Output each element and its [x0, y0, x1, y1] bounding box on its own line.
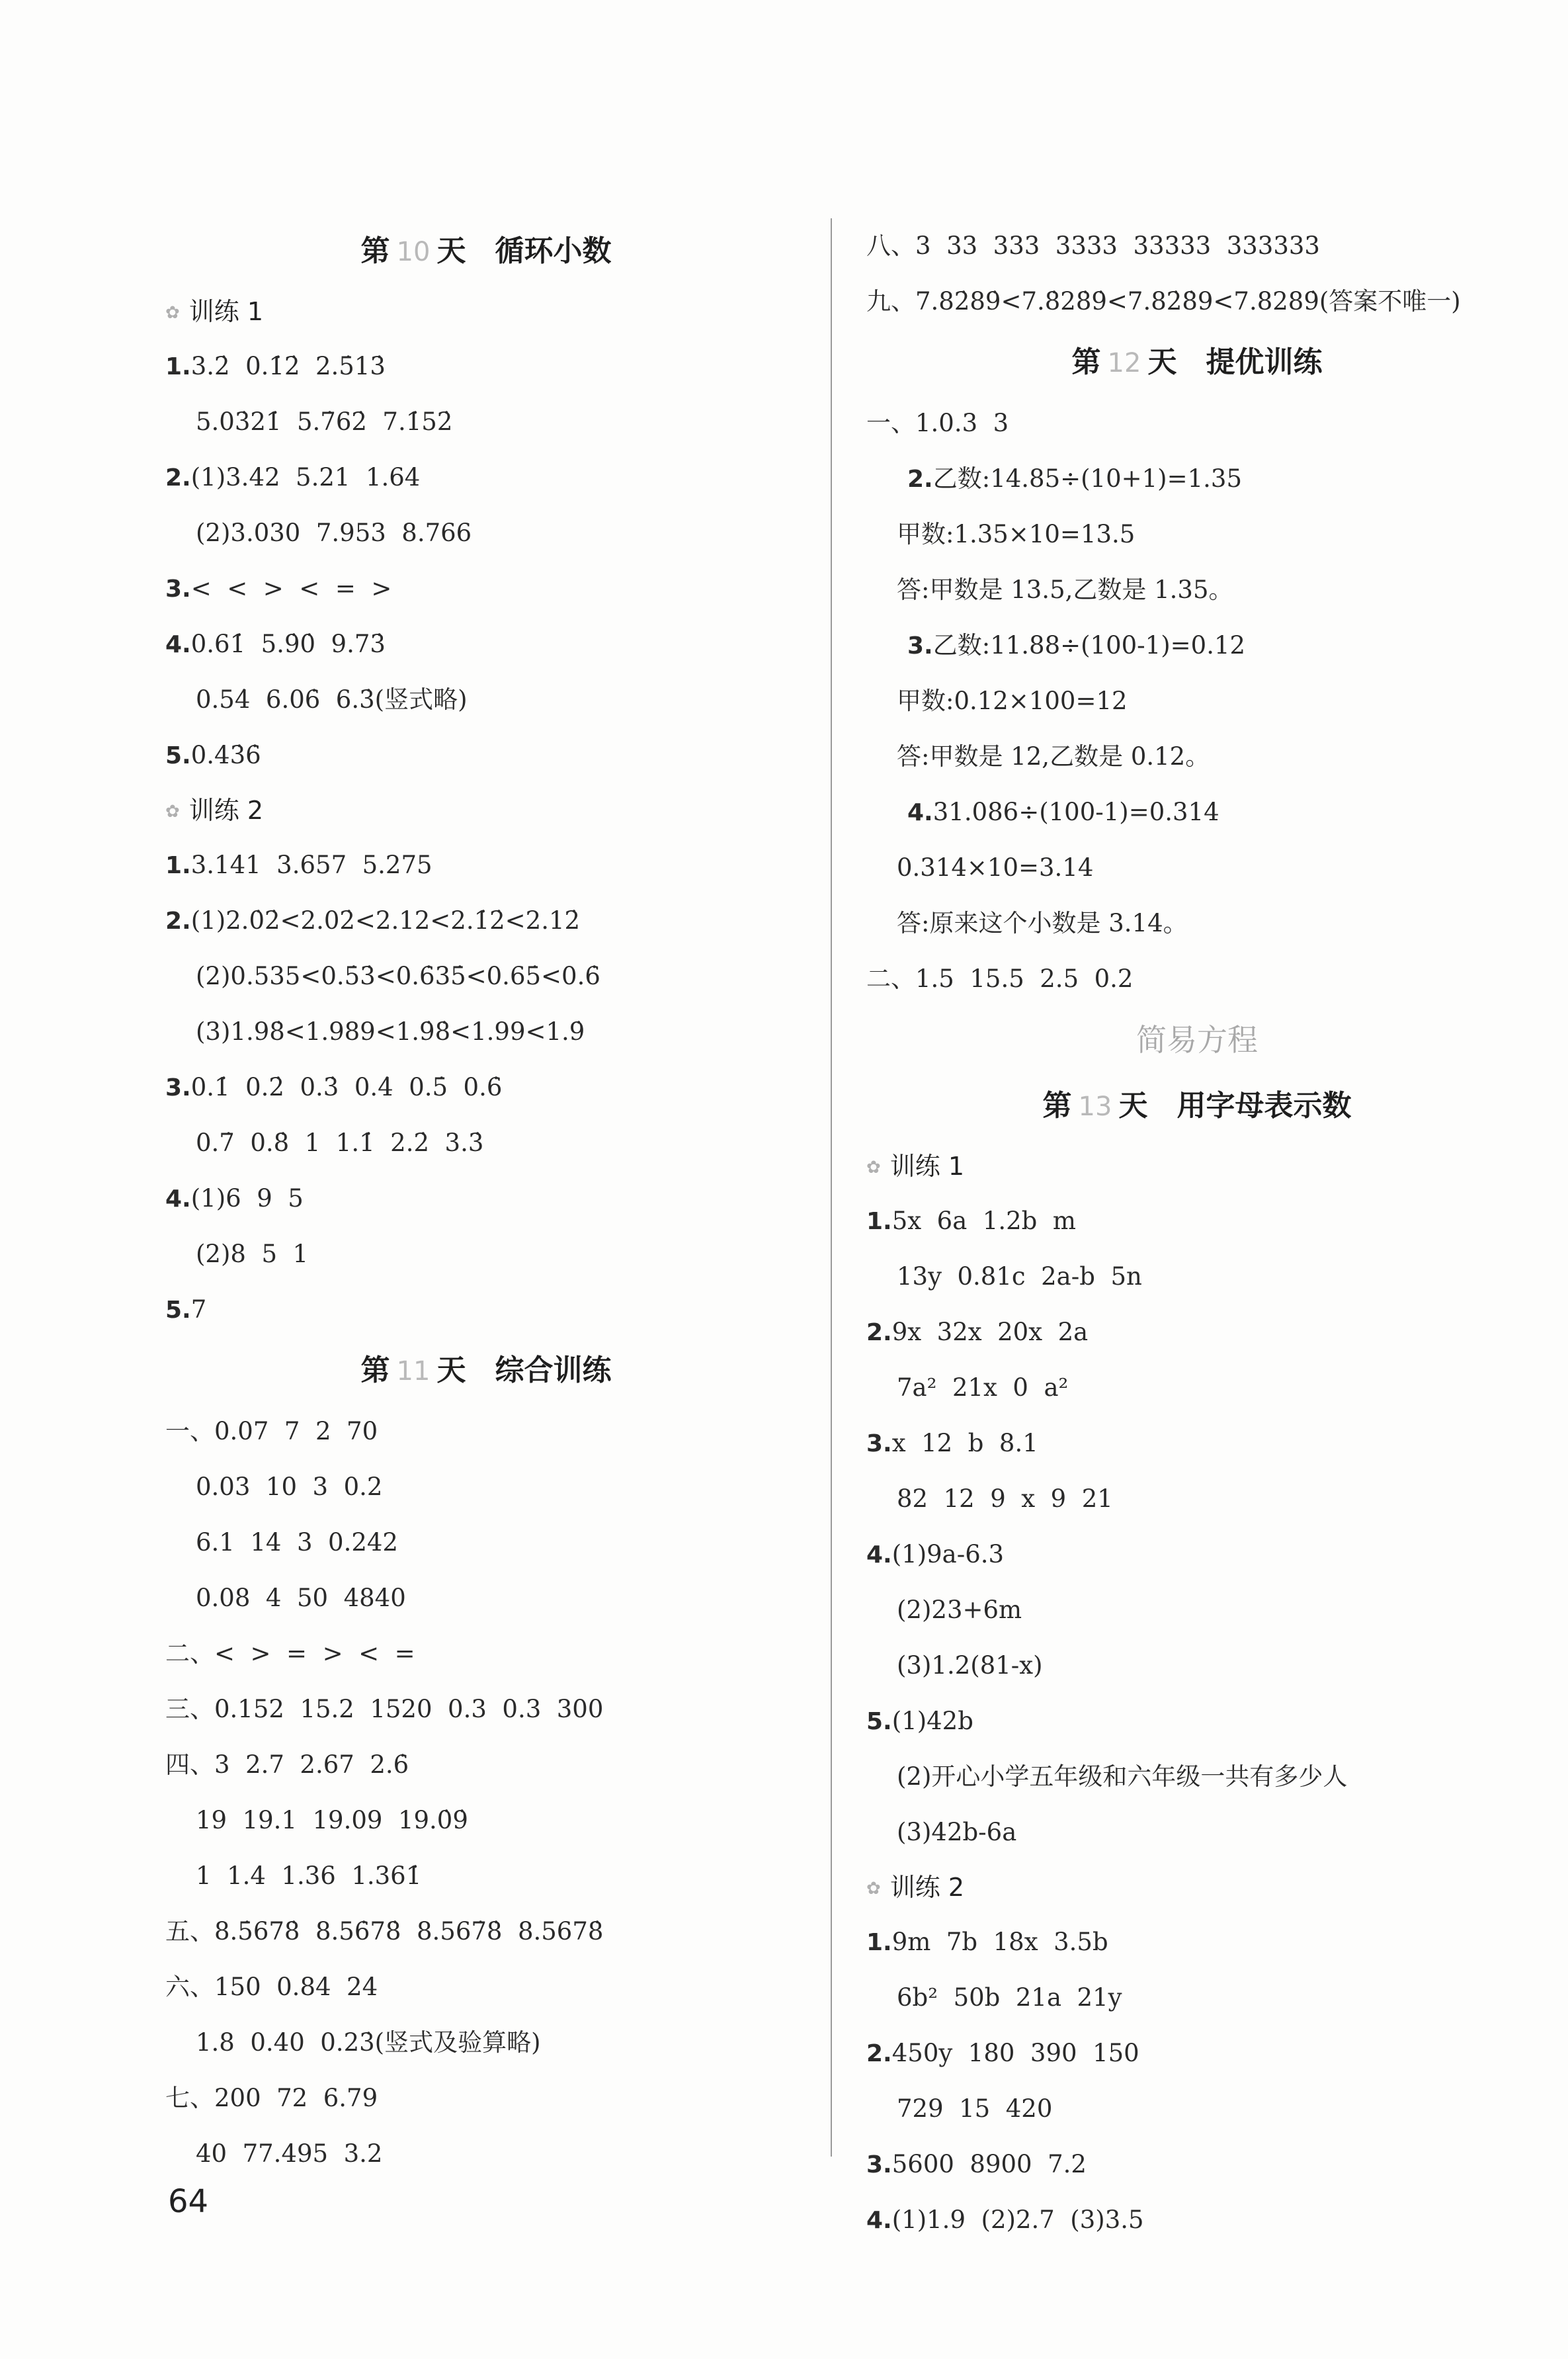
day-prefix: 第 — [1071, 345, 1101, 379]
answer-text: 答:原来这个小数是 3.14。 — [897, 909, 1188, 937]
answer-line — [866, 451, 1528, 507]
item-number: 2. — [866, 2040, 892, 2067]
answer-text: 三、0.152 15.2 1520 0.3 0.3 300 — [165, 1695, 604, 1723]
answer-text: 九、7.82̇89̇<7.8̇28̇9̇<7.82̇8̇9<7.8289̇(答案不唯一) — [866, 287, 1461, 316]
item-number: 2. — [165, 464, 191, 492]
star-icon: ✿ — [165, 802, 180, 822]
item-number: 3. — [907, 632, 933, 660]
answer-line — [165, 1282, 807, 1338]
answer-text: 0.03 10 3 0.2 — [196, 1473, 383, 1501]
section-title: 简易方程 — [1136, 1022, 1258, 1058]
answer-line — [866, 1360, 1528, 1416]
answer-text: 1 1.4 1.36 1.361̇ — [196, 1862, 422, 1890]
answer-line — [165, 1570, 807, 1626]
answer-line — [165, 1682, 807, 1737]
answer-line — [866, 1638, 1528, 1694]
answer-line — [165, 1404, 807, 1459]
answer-line — [866, 396, 1528, 451]
answer-text: 40 77.495 3.2 — [196, 2139, 383, 2168]
answer-line — [866, 1193, 1528, 1249]
answer-line — [866, 951, 1528, 1007]
answer-text: 答:甲数是 12,乙数是 0.12。 — [897, 742, 1210, 771]
answer-text: 5.03̇21̇ 5.7̇62̇ 7.1̇52̇ — [196, 407, 453, 436]
answer-text: (1)1.9 (2)2.7 (3)3.5 — [891, 2206, 1144, 2234]
star-icon: ✿ — [866, 1158, 881, 1178]
training-label: 训练 2 — [188, 796, 264, 825]
answer-line — [165, 1459, 807, 1515]
day-prefix: 第 — [360, 234, 390, 268]
answer-line — [866, 274, 1528, 329]
answer-text: (2)3.030 7.953 8.766 — [196, 519, 472, 547]
day-prefix: 第 — [1042, 1089, 1072, 1123]
answer-text: 450y 180 390 150 — [891, 2039, 1139, 2067]
answer-line — [866, 1749, 1528, 1805]
star-icon: ✿ — [866, 1879, 881, 1899]
day-number: 10 — [396, 237, 431, 267]
answer-line — [165, 2015, 807, 2071]
answer-text: 一、0.07 7 2 70 — [165, 1417, 378, 1445]
answer-line — [866, 1305, 1528, 1360]
answer-line — [866, 1914, 1528, 1970]
answer-text: 729 15 420 — [897, 2094, 1053, 2123]
item-number: 2. — [907, 466, 933, 493]
day-topic: 循环小数 — [495, 234, 612, 268]
column-divider — [831, 218, 832, 2157]
training-label: 训练 1 — [889, 1152, 965, 1181]
answer-text: 0.1̇ 0.2̇ 0.3̇ 0.4̇ 0.5̇ 0.6̇ — [190, 1073, 503, 1101]
answer-text: 5600 8900 7.2 — [891, 2150, 1087, 2178]
answer-text: (1)2.0̇2̇<2.02̇<2.12<2.1̇2̇<2.12̇ — [190, 906, 581, 935]
answer-text: 六、150 0.84 24 — [165, 1973, 378, 2001]
item-number: 3. — [866, 1430, 892, 1457]
day-11-title — [165, 1338, 807, 1404]
answer-text: x 12 b 8.1 — [891, 1429, 1038, 1457]
answer-text: 一、1.0.3 3 — [866, 409, 1009, 437]
answer-line — [165, 1515, 807, 1570]
answer-list — [165, 837, 807, 1338]
answer-list — [866, 218, 1528, 329]
answer-line — [866, 1249, 1528, 1305]
answer-line — [866, 618, 1528, 673]
answer-list — [866, 1193, 1528, 1860]
answer-text: 二、< > = > < = — [165, 1639, 415, 1668]
answer-line — [165, 728, 807, 783]
answer-text: 19 19.1 19.09 19.0̇9̇ — [196, 1806, 468, 1834]
day-topic: 综合训练 — [495, 1353, 612, 1387]
item-number: 5. — [866, 1708, 892, 1735]
answer-line — [866, 1694, 1528, 1749]
answer-text: (1)6 9 5 — [190, 1184, 304, 1213]
answer-line — [165, 1171, 807, 1226]
answer-text: (2)0.535<0.5̇3̇<0.6̇35̇<0.65̇<0.6̇ — [196, 962, 600, 990]
item-number: 2. — [165, 908, 191, 935]
item-number: 4. — [165, 631, 191, 658]
answer-line — [165, 339, 807, 394]
item-number: 5. — [165, 1297, 191, 1324]
answer-line — [866, 1970, 1528, 2026]
answer-line — [866, 896, 1528, 951]
answer-text: 0.7̇ 0.8̇ 1 1.1̇ 2.2̇ 3.3̇ — [196, 1129, 484, 1157]
answer-text: 乙数:14.85÷(10+1)=1.35 — [932, 464, 1243, 493]
day-13-title — [866, 1073, 1528, 1139]
answer-line — [866, 673, 1528, 729]
answer-text: 5x 6a 1.2b m — [891, 1207, 1076, 1235]
answer-line — [165, 450, 807, 505]
answer-text: (3)1.98̇<1.989<1.9̇8̇<1.99<1.9̇ — [196, 1017, 585, 1046]
answer-text: 3.2̇ 0.1̇2̇ 2.5̇13̇ — [190, 352, 386, 380]
answer-line — [165, 1115, 807, 1171]
answer-list — [165, 339, 807, 783]
item-number: 5. — [165, 742, 191, 769]
answer-line — [866, 840, 1528, 896]
answer-line — [866, 1582, 1528, 1638]
item-number: 2. — [866, 1319, 892, 1346]
training-heading — [165, 284, 807, 339]
answer-text: 0.43̇6̇ — [190, 741, 261, 769]
answer-text: (2)23+6m — [897, 1596, 1022, 1624]
item-number: 1. — [866, 1208, 892, 1235]
answer-line — [866, 562, 1528, 618]
right-column — [866, 218, 1528, 2248]
day-suffix: 天 — [436, 1353, 466, 1387]
answer-line — [165, 1626, 807, 1682]
day-topic: 用字母表示数 — [1176, 1089, 1352, 1123]
answer-text: 7 — [190, 1295, 207, 1324]
answer-line — [165, 561, 807, 617]
answer-line — [165, 1793, 807, 1848]
training-heading — [866, 1860, 1528, 1914]
answer-text: 甲数:1.35×10=13.5 — [897, 520, 1135, 548]
answer-text: 四、3 2.7 2.67 2.6̇ — [165, 1750, 409, 1779]
answer-line — [866, 785, 1528, 840]
answer-line — [165, 2126, 807, 2182]
answer-line — [866, 507, 1528, 562]
answer-line — [165, 1848, 807, 1904]
item-number: 1. — [165, 852, 191, 879]
answer-line — [866, 1471, 1528, 1527]
answer-line — [165, 1737, 807, 1793]
answer-line — [165, 1904, 807, 1959]
day-suffix: 天 — [436, 234, 466, 268]
answer-text: (1)9a-6.3 — [891, 1540, 1005, 1568]
answer-list — [165, 1404, 807, 2182]
item-number: 4. — [866, 2207, 892, 2234]
answer-line — [866, 218, 1528, 274]
day-number: 11 — [396, 1356, 431, 1387]
left-column — [165, 218, 807, 2182]
item-number: 1. — [866, 1929, 892, 1956]
answer-text: 0.61̇ 5.9̇0̇ 9.73̇ — [190, 630, 386, 658]
answer-list — [866, 396, 1528, 1007]
answer-line — [866, 729, 1528, 785]
answer-text: 二、1.5 15.5 2.5 0.2 — [866, 965, 1134, 993]
day-suffix: 天 — [1118, 1089, 1148, 1123]
answer-text: 7a² 21x 0 a² — [897, 1373, 1069, 1402]
answer-text: 9x 32x 20x 2a — [891, 1318, 1089, 1346]
answer-line — [165, 1226, 807, 1282]
answer-line — [866, 1416, 1528, 1471]
day-prefix: 第 — [360, 1353, 390, 1387]
answer-line — [165, 617, 807, 672]
item-number: 4. — [866, 1541, 892, 1568]
answer-text: 答:甲数是 13.5,乙数是 1.35。 — [897, 576, 1233, 604]
answer-text: 9m 7b 18x 3.5b — [891, 1928, 1108, 1956]
day-topic: 提优训练 — [1206, 345, 1323, 379]
training-label: 训练 2 — [889, 1873, 965, 1902]
answer-line — [165, 1060, 807, 1115]
answer-text: (2)开心小学五年级和六年级一共有多少人 — [897, 1762, 1348, 1791]
answer-text: 甲数:0.12×100=12 — [897, 687, 1128, 715]
answer-line — [866, 2192, 1528, 2248]
answer-text: < < > < = > — [190, 574, 392, 603]
item-number: 4. — [907, 799, 933, 826]
answer-text: 82 12 9 x 9 21 — [897, 1484, 1113, 1513]
answer-line — [165, 1004, 807, 1060]
answer-line — [866, 2026, 1528, 2081]
answer-text: (3)42b-6a — [897, 1818, 1017, 1846]
item-number: 3. — [165, 576, 191, 603]
answer-line — [165, 893, 807, 949]
answer-line — [866, 2137, 1528, 2192]
training-heading — [866, 1139, 1528, 1193]
answer-text: (2)8 5 1 — [196, 1240, 309, 1268]
day-10-title — [165, 218, 807, 284]
answer-text: 五、8.5̇678̇ 8.56̇78̇ 8.567̇8̇ 8.5678̇ — [165, 1917, 604, 1946]
item-number: 3. — [866, 2151, 892, 2178]
answer-line — [165, 2071, 807, 2126]
answer-text: 6b² 50b 21a 21y — [897, 1983, 1122, 2012]
item-number: 1. — [165, 353, 191, 380]
answer-text: 3.141 3.657 5.275 — [190, 851, 433, 879]
answer-text: 6.1 14 3 0.242 — [196, 1528, 398, 1557]
answer-list — [866, 1914, 1528, 2248]
page-number: 64 — [168, 2183, 209, 2220]
answer-line — [165, 505, 807, 561]
item-number: 4. — [165, 1185, 191, 1213]
answer-text: 七、200 72 6.79 — [165, 2084, 378, 2112]
answer-line — [165, 394, 807, 450]
answer-text: 八、3 33 333 3333 33333 333333 — [866, 232, 1320, 260]
day-suffix: 天 — [1147, 345, 1177, 379]
answer-line — [866, 1527, 1528, 1582]
answer-text: 0.54̇ 6.06̇ 6.3̇(竖式略) — [196, 685, 468, 714]
answer-text: 13y 0.81c 2a-b 5n — [897, 1262, 1142, 1291]
answer-text: 0.314×10=3.14 — [897, 853, 1094, 882]
answer-line — [165, 672, 807, 728]
answer-line — [866, 1805, 1528, 1860]
answer-text: 乙数:11.88÷(100-1)=0.12 — [932, 631, 1246, 660]
answer-text: (1)42b — [891, 1707, 973, 1735]
answer-text: (1)3.42 5.21 1.64 — [190, 463, 421, 492]
training-label: 训练 1 — [188, 297, 264, 326]
answer-text: 31.086÷(100-1)=0.314 — [932, 798, 1219, 826]
star-icon: ✿ — [165, 303, 180, 323]
answer-line — [165, 949, 807, 1004]
answer-text: (3)1.2(81-x) — [897, 1651, 1043, 1680]
answer-line — [165, 1959, 807, 2015]
training-heading — [165, 783, 807, 837]
day-12-title — [866, 329, 1528, 396]
answer-line — [165, 837, 807, 893]
answer-text: 0.08 4 50 4840 — [196, 1584, 406, 1612]
item-number: 3. — [165, 1074, 191, 1101]
day-number: 12 — [1107, 348, 1141, 378]
day-number: 13 — [1078, 1092, 1112, 1122]
answer-line — [866, 2081, 1528, 2137]
answer-text: 1.8 0.40 0.23̇(竖式及验算略) — [196, 2028, 541, 2057]
